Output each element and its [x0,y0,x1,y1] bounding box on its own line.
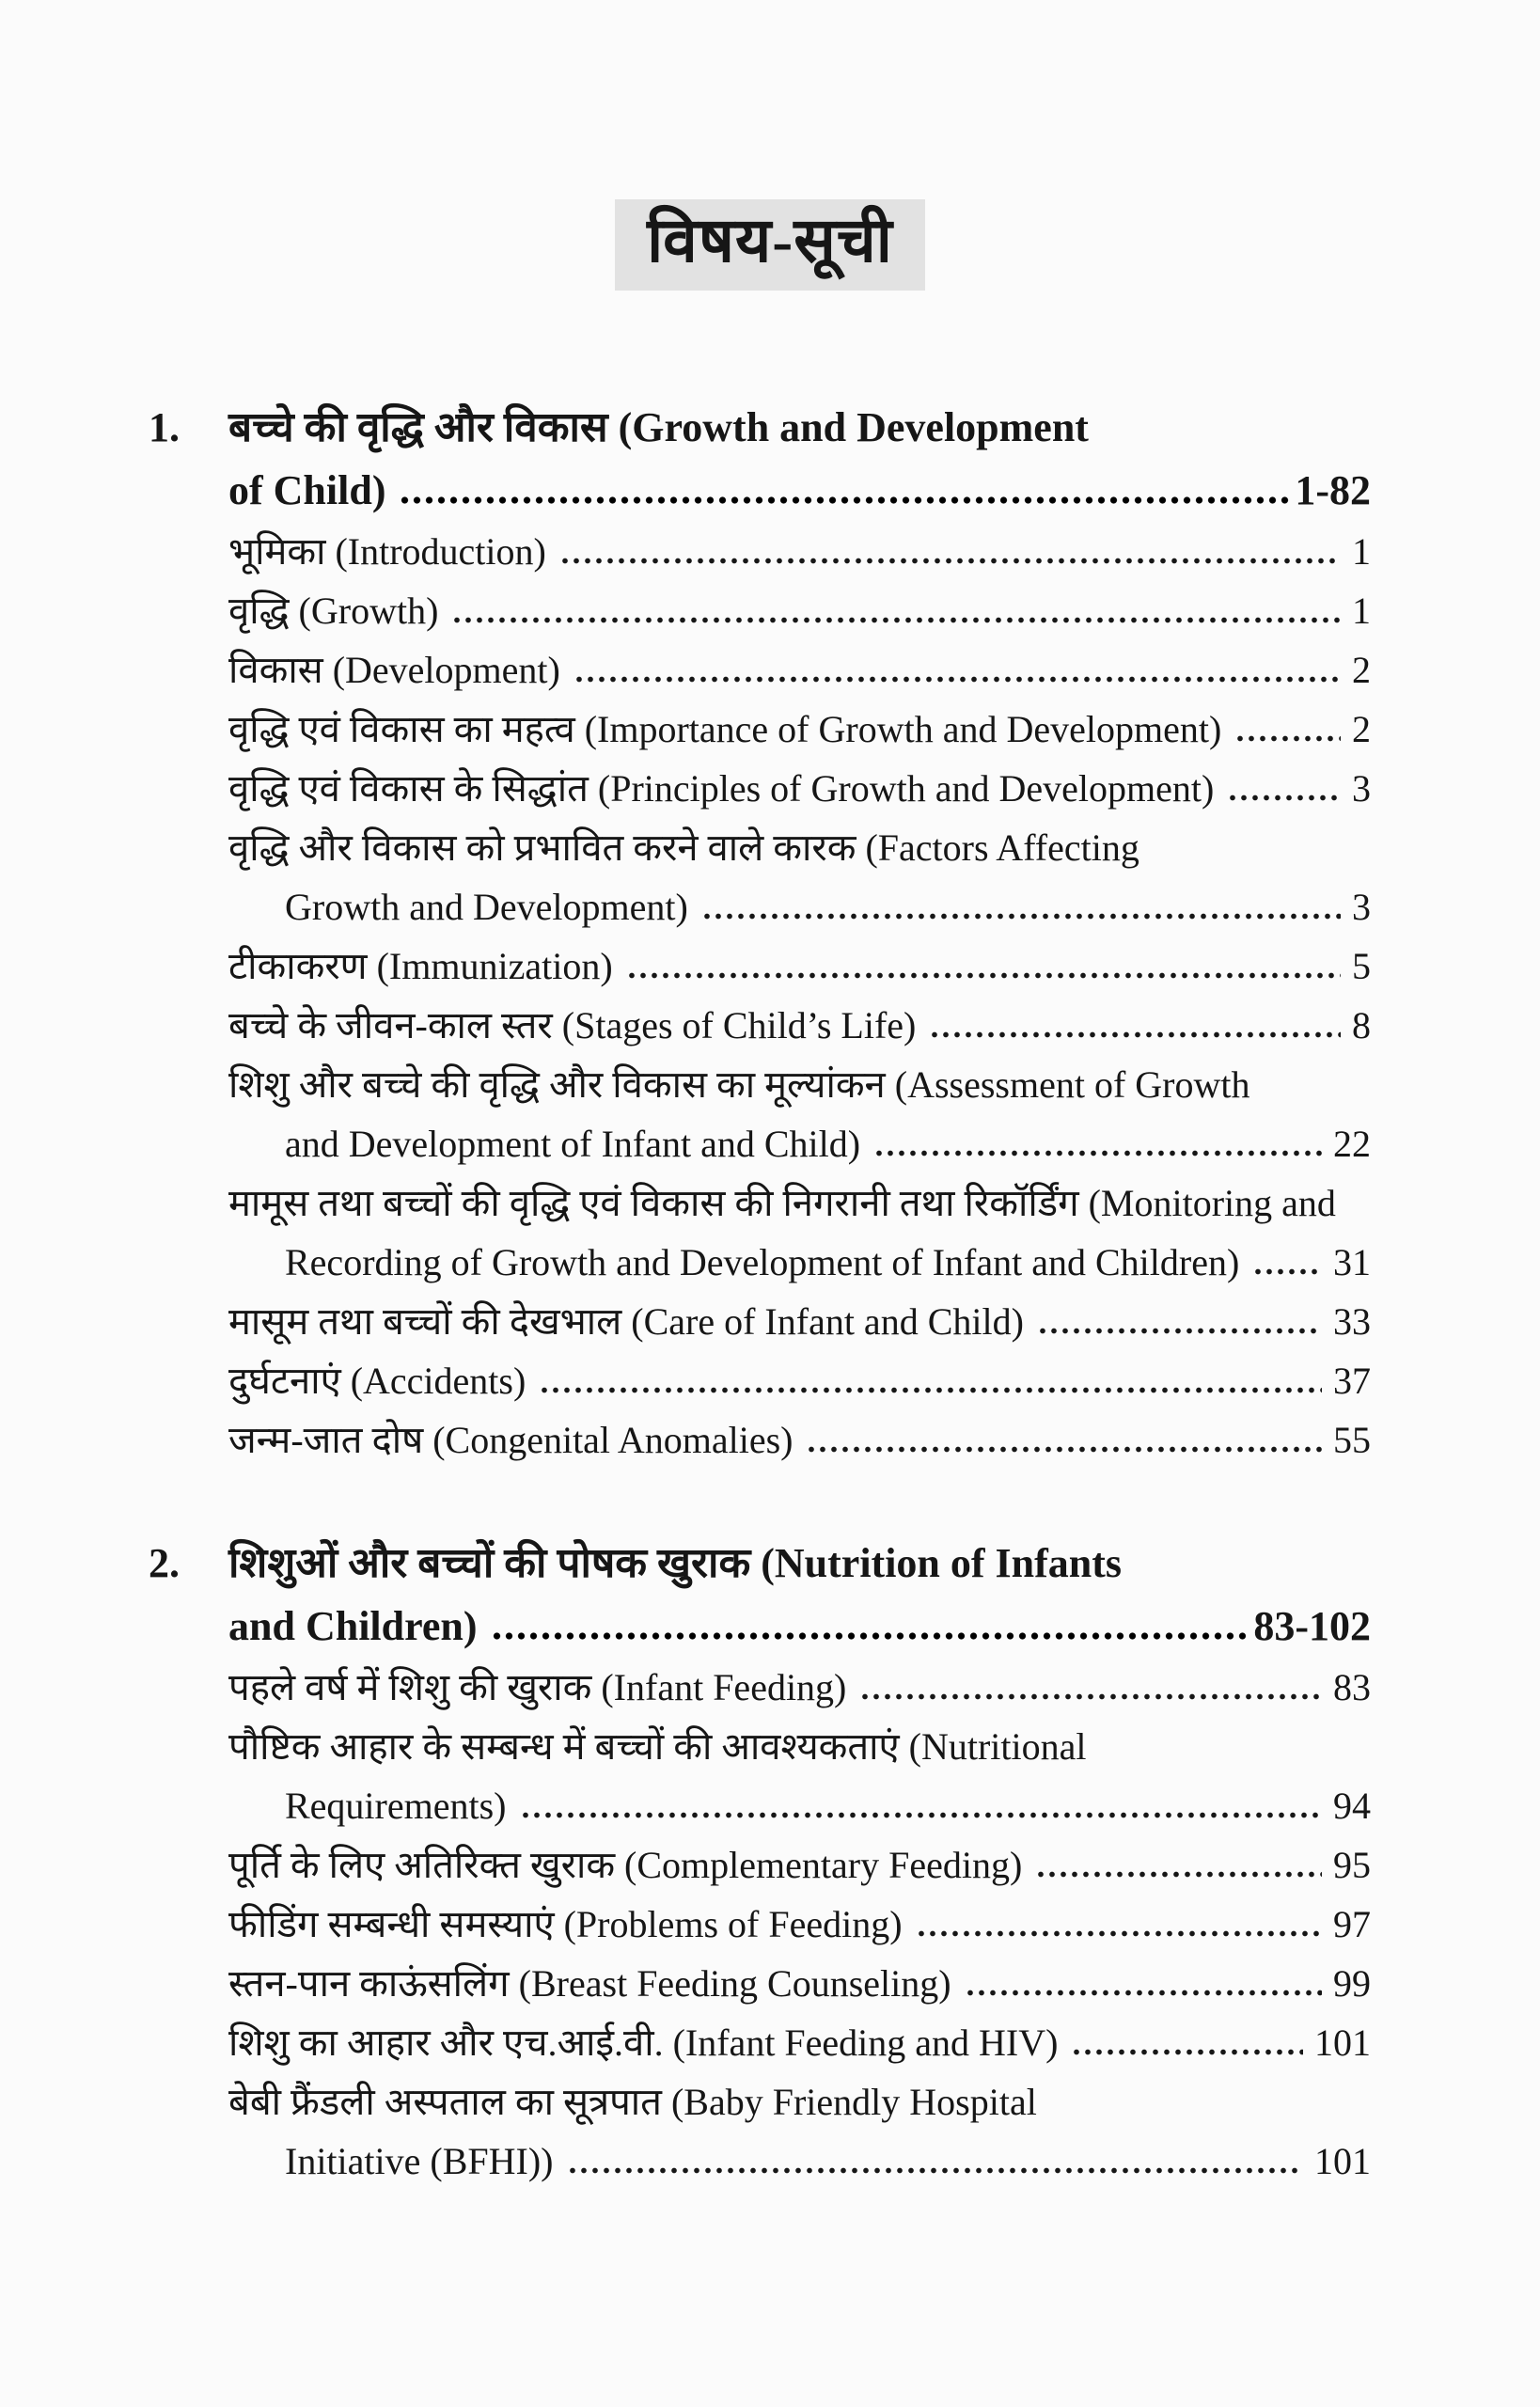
entry-last-row [228,1114,1371,1173]
entry-text: वृद्धि एवं विकास के सिद्धांत (Principles of Growth and Development) [228,767,1215,810]
page-title: विषय-सूची [615,199,925,291]
chapter-number: 1. [149,404,180,451]
chapter-page-range: 1-82 [1295,467,1371,514]
chapter-title-line1: बच्चे की वृद्धि और विकास (Growth and Development [228,404,1089,451]
entry-last-row [228,759,1371,818]
entry-page-number: 101 [1314,2022,1371,2065]
dotted-leader [701,913,1341,920]
dotted-leader [873,1150,1322,1156]
entry-page-number: 94 [1333,1785,1371,1828]
entry-text: जन्म-जात दोष (Congenital Anomalies) [228,1419,794,1462]
toc-entry [149,996,1371,1055]
entry-last-row [228,1895,1371,1954]
entry-last-row [228,1776,1371,1835]
entry-page-number: 37 [1333,1360,1371,1403]
entry-last-row [228,877,1371,936]
entry-text: वृद्धि एवं विकास का महत्व (Importance of Growth and Development) [228,708,1222,751]
entry-text: फीडिंग सम्बन्धी समस्याएं (Problems of Feeding) [228,1903,903,1946]
entry-last-row [228,936,1371,996]
toc-entry [149,1895,1371,1954]
entry-page-number: 3 [1352,767,1371,810]
dotted-leader [916,1930,1322,1937]
entry-last-row [228,1658,1371,1717]
entry-extra-lines [228,1717,1371,1776]
toc-entry [149,1351,1371,1410]
entry-text: Growth and Development) [285,886,688,929]
dotted-leader [574,676,1341,683]
chapter-heading-line2 [149,459,1371,522]
entry-last-row [228,1292,1371,1351]
toc-entry [149,1055,1371,1173]
toc-chapter [149,1532,1371,2191]
entry-text: and Development of Infant and Child) [285,1123,861,1166]
dotted-leader [965,1990,1322,1996]
entry-last-row [228,996,1371,1055]
dotted-leader [451,617,1341,623]
entry-last-row [228,1835,1371,1895]
entry-last-row [228,640,1371,700]
dotted-leader [929,1031,1341,1038]
entry-text: स्तन-पान काऊंसलिंग (Breast Feeding Counseling) [228,1962,951,2006]
entry-last-row [228,1954,1371,2013]
dotted-leader [1071,2049,1303,2055]
entry-last-row [228,522,1371,581]
toc-entry [149,1292,1371,1351]
chapter-number: 2. [149,1540,180,1587]
entry-text-line: शिशु और बच्चे की वृद्धि और विकास का मूल्यांकन (Assessment of Growth [228,1063,1250,1107]
entry-page-number: 2 [1352,649,1371,692]
entry-page-number: 22 [1333,1123,1371,1166]
dotted-leader [626,972,1341,979]
entry-text: पूर्ति के लिए अतिरिक्त खुराक (Complementary Feeding) [228,1844,1023,1887]
entry-text: Recording of Growth and Development of Infant and Children) [285,1241,1240,1284]
toc-entry [149,1954,1371,2013]
entry-text: मासूम तथा बच्चों की देखभाल (Care of Infant and Child) [228,1300,1024,1344]
toc-entry [149,640,1371,700]
entry-last-row [228,2013,1371,2072]
chapter-title-line1: शिशुओं और बच्चों की पोषक खुराक (Nutrition of Infants [228,1540,1123,1587]
entry-text: वृद्धि (Growth) [228,590,439,633]
entry-page-number: 97 [1333,1903,1371,1946]
chapter-heading-line1 [149,1532,1371,1595]
toc [149,396,1371,2191]
dotted-leader [567,2167,1304,2174]
entry-page-number: 99 [1333,1962,1371,2006]
dotted-leader [1037,1328,1322,1334]
dotted-leader [491,1632,1250,1640]
entry-text: Initiative (BFHI)) [285,2140,554,2183]
entry-text: टीकाकरण (Immunization) [228,945,613,988]
entry-text-line: बेबी फ्रैंडली अस्पताल का सूत्रपात (Baby Friendly Hospital [228,2081,1037,2124]
toc-entry [149,2072,1371,2191]
toc-entry [149,818,1371,936]
entry-page-number: 83 [1333,1666,1371,1709]
chapter-heading-line1 [149,396,1371,459]
entry-page-number: 31 [1333,1241,1371,1284]
entry-text: विकास (Development) [228,649,560,692]
entry-page-number: 5 [1352,945,1371,988]
entry-extra-lines [228,818,1371,877]
entry-extra-lines [228,1055,1371,1114]
toc-entry [149,1717,1371,1835]
toc-entry [149,700,1371,759]
entry-page-number: 1 [1352,590,1371,633]
entry-page-number: 33 [1333,1300,1371,1344]
entry-text-line: पौष्टिक आहार के सम्बन्ध में बच्चों की आवश्यकताएं (Nutritional [228,1725,1087,1769]
entry-page-number: 95 [1333,1844,1371,1887]
entry-last-row [228,1233,1371,1292]
page-title-wrap [0,0,1540,291]
toc-entry [149,759,1371,818]
entry-page-number: 8 [1352,1004,1371,1047]
dotted-leader [539,1387,1322,1393]
dotted-leader [520,1812,1323,1818]
entry-list [149,1658,1371,2191]
entry-page-number: 2 [1352,708,1371,751]
toc-chapter [149,396,1371,1470]
entry-last-row [228,1410,1371,1470]
entry-text: शिशु का आहार और एच.आई.वी. (Infant Feeding and HIV) [228,2022,1059,2065]
entry-list [149,522,1371,1470]
entry-text-line: मामूस तथा बच्चों की वृद्धि एवं विकास की निगरानी तथा रिकॉर्डिंग (Monitoring and [228,1182,1336,1225]
dotted-leader [1252,1268,1322,1275]
toc-entry [149,936,1371,996]
entry-page-number: 1 [1352,530,1371,574]
dotted-leader [806,1446,1322,1453]
entry-text-line: वृद्धि और विकास को प्रभावित करने वाले कारक (Factors Affecting [228,826,1139,870]
entry-page-number: 101 [1314,2140,1371,2183]
entry-extra-lines [228,1173,1371,1233]
dotted-leader [559,558,1341,564]
toc-entry [149,1410,1371,1470]
chapter-page-range: 83-102 [1253,1603,1371,1650]
toc-entry [149,522,1371,581]
entry-extra-lines [228,2072,1371,2132]
entry-text: Requirements) [285,1785,507,1828]
entry-text: भूमिका (Introduction) [228,530,546,574]
dotted-leader [1234,735,1341,742]
dotted-leader [1035,1871,1322,1878]
entry-text: बच्चे के जीवन-काल स्तर (Stages of Child’s Life) [228,1004,917,1047]
entry-last-row [228,700,1371,759]
dotted-leader [1227,794,1341,801]
toc-entry [149,581,1371,640]
entry-last-row [228,1351,1371,1410]
entry-page-number: 3 [1352,886,1371,929]
chapter-title-line2: of Child) [228,467,386,514]
dotted-leader [859,1693,1322,1700]
entry-text: पहले वर्ष में शिशु की खुराक (Infant Feeding) [228,1666,847,1709]
chapter-heading-line2 [149,1595,1371,1658]
toc-entry [149,1835,1371,1895]
chapter-title-line2: and Children) [228,1603,478,1650]
entry-last-row [228,581,1371,640]
dotted-leader [399,496,1291,504]
entry-page-number: 55 [1333,1419,1371,1462]
entry-text: दुर्घटनाएं (Accidents) [228,1360,526,1403]
entry-last-row [228,2132,1371,2191]
toc-entry [149,1173,1371,1292]
toc-entry [149,1658,1371,1717]
toc-entry [149,2013,1371,2072]
